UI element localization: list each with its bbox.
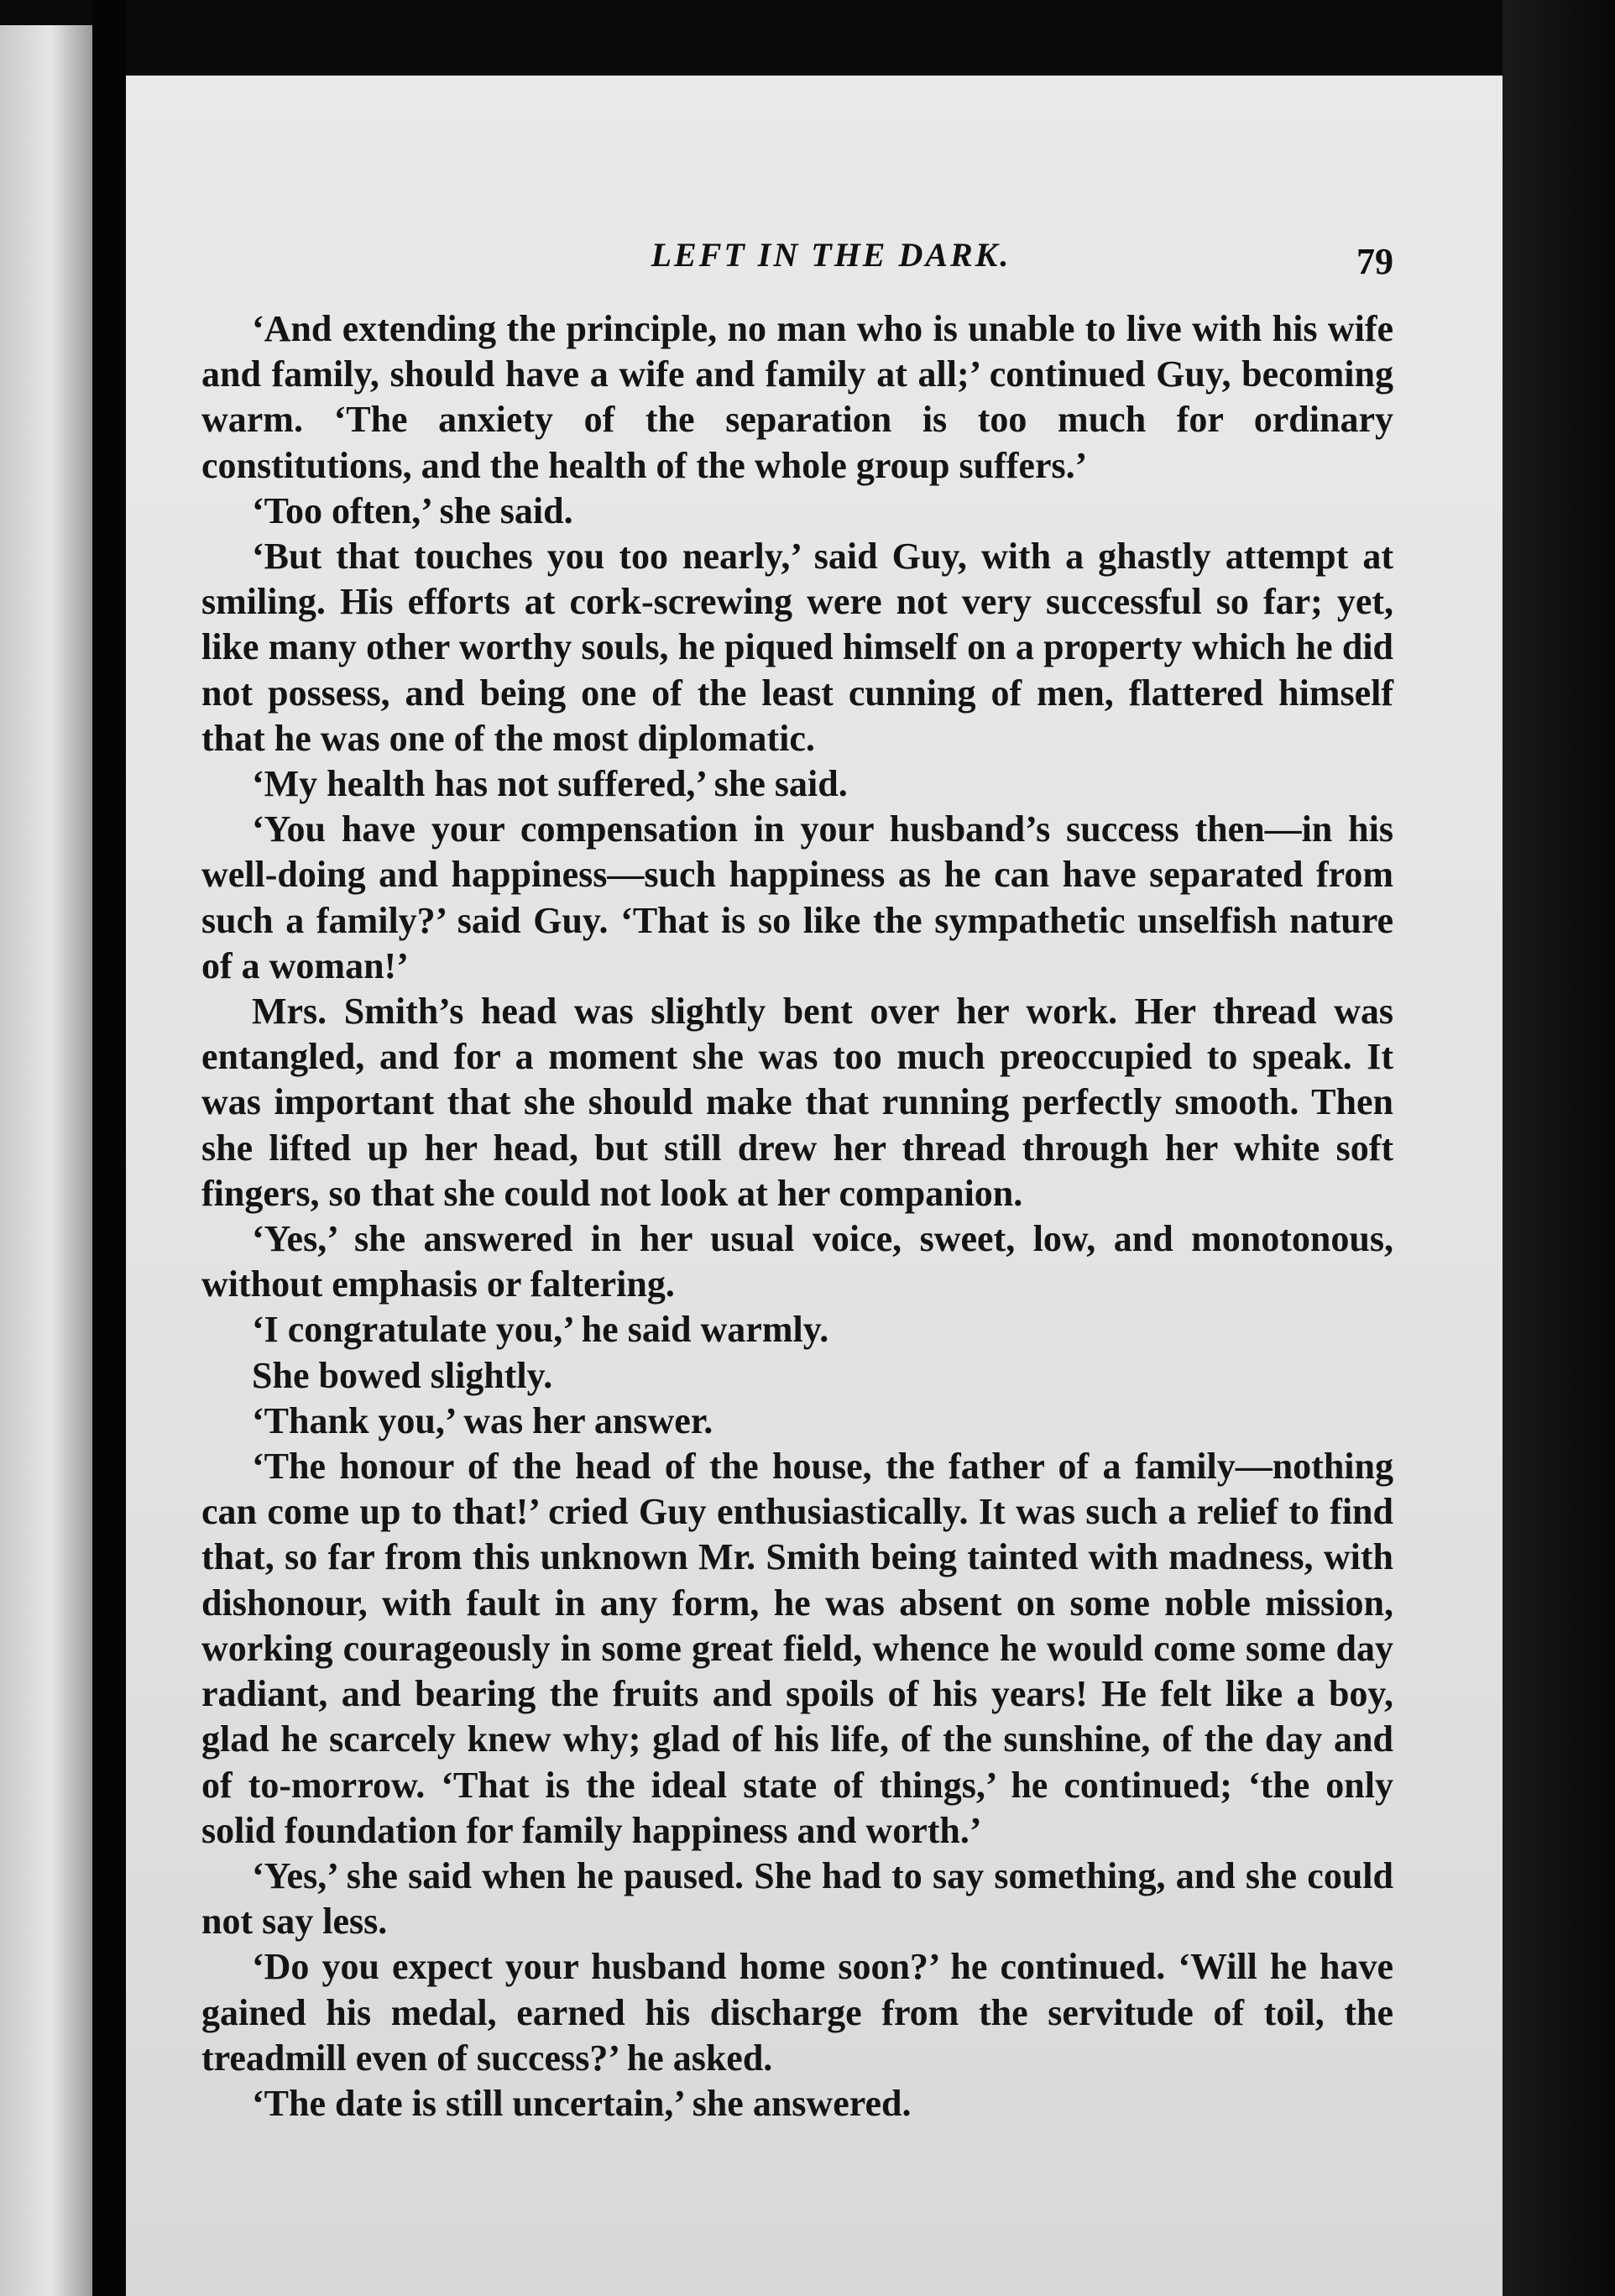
running-title: LEFT IN THE DARK. <box>651 236 1011 274</box>
page-header <box>126 235 1503 294</box>
paragraph: ‘I congratulate you,’ he said warmly. <box>252 1309 829 1351</box>
paragraph: ‘My health has not suffered,’ she said. <box>252 763 848 805</box>
book-gutter <box>92 0 126 2296</box>
paragraph: ‘You have your compensation in your husband’s success then—in his well-doing and happiness—such happiness as he can have separated from such a family?’ said Guy. ‘That is so like the sympathetic unselfish nature of a woman!’ <box>201 808 1393 986</box>
page-number: 79 <box>1356 241 1393 282</box>
paragraph: Mrs. Smith’s head was slightly bent over her work. Her thread was entangled, and for a moment she was too much preoccupied to speak. It was important that she should make that running perfectly smooth. Then she lifted up her head, but still drew her thread through her white soft fingers, so that she could not look at her companion. <box>201 991 1393 1214</box>
paragraph: ‘Do you expect your husband home soon?’ he continued. ‘Will he have gained his medal, earned his discharge from the servitude of toil, the treadmill even of success?’ he asked. <box>201 1946 1393 2079</box>
paragraph: ‘Yes,’ she said when he paused. She had to say something, and she could not say less. <box>201 1854 1393 1943</box>
right-background-shadow <box>1503 0 1615 2296</box>
paragraph: ‘The date is still uncertain,’ she answered. <box>252 2082 912 2124</box>
paragraph: ‘And extending the principle, no man who is unable to live with his wife and family, should have a wife and family at all;’ continued Guy, becoming warm. ‘The anxiety of the separation is too much for ordinary constitutions, and the health of the whole group suffers.’ <box>201 308 1393 486</box>
book-page <box>126 76 1503 2296</box>
paragraph: ‘Thank you,’ was her answer. <box>252 1399 713 1441</box>
paragraph: She bowed slightly. <box>252 1354 553 1396</box>
paragraph: ‘The honour of the head of the house, the father of a family—nothing can come up to that!’ cried Guy enthusiastically. It was such a relief to find that, so far from this unknown Mr. Smith being tainted with madness, with dishonour, with fault in any form, he was absent on some noble mission, working courageously in some great field, whence he would come some day radiant, and bearing the fruits and spoils of his years! He felt like a boy, glad he scarcely knew why; glad of his life, of the sunshine, of the day and of to-morrow. ‘That is the ideal state of things,’ he continued; ‘the only solid foundation for family happiness and worth.’ <box>201 1446 1393 1851</box>
paragraph: ‘But that touches you too nearly,’ said Guy, with a ghastly attempt at smiling. His efforts at cork-screwing were not very successful so far; yet, like many other worthy souls, he piqued himself on a property which he did not possess, and being one of the least cunning of men, flattered himself that he was one of the most diplomatic. <box>201 536 1393 759</box>
facing-page-edge <box>0 25 92 2296</box>
paragraph: ‘Yes,’ she answered in her usual voice, sweet, low, and monotonous, without emphasis or faltering. <box>201 1218 1393 1305</box>
body-text <box>201 306 1393 2126</box>
paragraph: ‘Too often,’ she said. <box>252 489 573 531</box>
